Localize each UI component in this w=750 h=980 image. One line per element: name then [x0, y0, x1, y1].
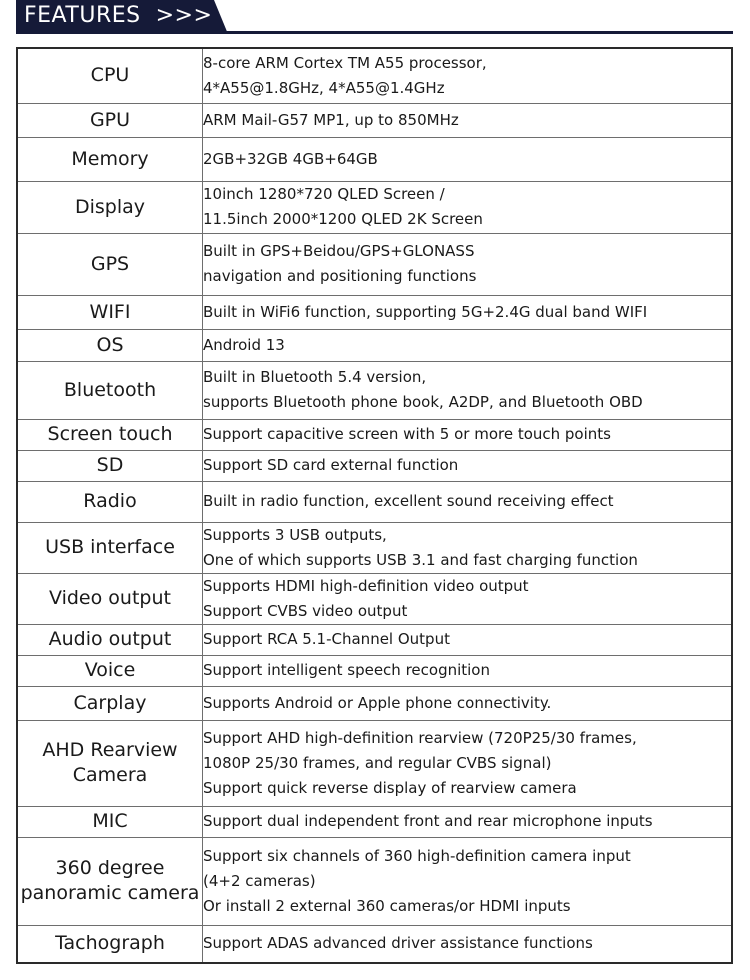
feature-value-line: Built in Bluetooth 5.4 version,	[203, 368, 427, 386]
feature-value	[203, 655, 733, 686]
feature-label-line: Voice	[84, 659, 136, 681]
feature-value	[203, 573, 733, 624]
feature-value-line: Support intelligent speech recognition	[203, 661, 490, 679]
feature-row	[17, 624, 732, 655]
feature-label-line: Radio	[83, 490, 137, 512]
feature-label	[17, 573, 203, 624]
feature-label-line: OS	[96, 333, 124, 356]
feature-value	[203, 137, 733, 181]
feature-row	[17, 522, 732, 573]
feature-label	[17, 925, 203, 963]
feature-label	[17, 450, 203, 481]
feature-value	[203, 720, 733, 806]
feature-label	[17, 419, 203, 450]
feature-label	[17, 806, 203, 837]
feature-label-line: SD	[96, 454, 124, 476]
feature-label-line: MIC	[92, 810, 128, 832]
feature-row	[17, 329, 732, 361]
feature-label	[17, 720, 203, 806]
feature-label-line: Memory	[71, 147, 149, 170]
feature-value	[203, 522, 733, 573]
feature-value-line: Support RCA 5.1-Channel Output	[203, 630, 450, 648]
feature-value	[203, 686, 733, 720]
feature-value-line: Supports 3 USB outputs,	[203, 525, 387, 544]
features-header	[0, 0, 750, 34]
feature-label-line: panoramic camera	[20, 882, 200, 904]
feature-value-line: Or install 2 external 360 cameras/or HDMI inputs	[203, 896, 571, 915]
feature-value-line: 10inch 1280*720 QLED Screen /	[203, 185, 445, 203]
feature-value	[203, 481, 733, 522]
feature-value	[203, 450, 733, 481]
feature-label-line: Audio output	[48, 628, 172, 650]
feature-value-line: Support quick reverse display of rearview camera	[203, 778, 577, 797]
header-divider	[16, 31, 733, 34]
feature-row	[17, 837, 732, 925]
features-table	[16, 47, 733, 964]
feature-value	[203, 181, 733, 233]
feature-value	[203, 806, 733, 837]
feature-value-line: Supports HDMI high-definition video output	[203, 576, 529, 595]
feature-value-line: 1080P 25/30 frames, and regular CVBS signal)	[203, 753, 552, 772]
feature-value-line: Built in GPS+Beidou/GPS+GLONASS	[203, 242, 475, 260]
feature-row	[17, 137, 732, 181]
feature-label	[17, 103, 203, 137]
feature-row	[17, 450, 732, 481]
feature-row	[17, 925, 732, 963]
feature-value	[203, 925, 733, 963]
feature-row	[17, 720, 732, 806]
feature-label-line: Camera	[72, 764, 148, 786]
feature-value-line: Support six channels of 360 high-definition camera input	[203, 846, 631, 865]
feature-label-line: Screen touch	[47, 423, 173, 445]
feature-value-line: Support CVBS video output	[203, 601, 408, 620]
feature-label-line: 360 degree	[55, 857, 165, 879]
feature-value-line: Supports Android or Apple phone connectivity.	[203, 693, 552, 712]
feature-value	[203, 624, 733, 655]
feature-row	[17, 361, 732, 419]
feature-label	[17, 295, 203, 329]
feature-row	[17, 103, 732, 137]
feature-label	[17, 233, 203, 295]
feature-row	[17, 655, 732, 686]
feature-value	[203, 103, 733, 137]
feature-value-line: Support SD card external function	[203, 456, 459, 474]
feature-label	[17, 48, 203, 103]
feature-label-line: Bluetooth	[63, 378, 157, 401]
feature-row	[17, 419, 732, 450]
feature-label-line: Carplay	[73, 691, 147, 714]
feature-label	[17, 522, 203, 573]
feature-row	[17, 295, 732, 329]
feature-row	[17, 233, 732, 295]
feature-value	[203, 233, 733, 295]
feature-value-line: (4+2 cameras)	[203, 871, 316, 890]
feature-label-line: Video output	[49, 587, 171, 609]
feature-value	[203, 329, 733, 361]
feature-value-line: ARM Mail-G57 MP1, up to 850MHz	[203, 110, 459, 129]
feature-row	[17, 481, 732, 522]
features-table-body	[17, 48, 732, 963]
feature-row	[17, 806, 732, 837]
feature-label-line: GPS	[90, 252, 130, 275]
feature-value	[203, 295, 733, 329]
feature-label-line: WIFI	[89, 300, 131, 323]
feature-value-line: 11.5inch 2000*1200 QLED 2K Screen	[203, 210, 483, 228]
feature-value-line: navigation and positioning functions	[203, 267, 477, 285]
feature-label	[17, 837, 203, 925]
feature-value-line: Built in WiFi6 function, supporting 5G+2.4G dual band WIFI	[203, 302, 648, 321]
feature-value	[203, 361, 733, 419]
feature-row	[17, 573, 732, 624]
feature-value	[203, 419, 733, 450]
feature-label	[17, 329, 203, 361]
feature-value-line: Support ADAS advanced driver assistance functions	[203, 934, 593, 953]
feature-label-line: Display	[74, 195, 146, 218]
feature-value-line: supports Bluetooth phone book, A2DP, and Bluetooth OBD	[203, 393, 643, 411]
feature-label	[17, 137, 203, 181]
feature-label	[17, 481, 203, 522]
feature-value-line: Android 13	[203, 335, 285, 354]
feature-value-line: 8-core ARM Cortex TM A55 processor,	[203, 53, 487, 72]
feature-label-line: AHD Rearview	[42, 739, 178, 761]
feature-value-line: Built in radio function, excellent sound receiving effect	[203, 492, 614, 510]
feature-label-line: GPU	[89, 108, 131, 131]
feature-value-line: Support dual independent front and rear microphone inputs	[203, 812, 653, 830]
header-title: FEATURES >>>	[24, 3, 213, 28]
feature-row	[17, 686, 732, 720]
feature-value-line: One of which supports USB 3.1 and fast charging function	[203, 550, 638, 569]
feature-row	[17, 48, 732, 103]
feature-value-line: 2GB+32GB 4GB+64GB	[203, 149, 378, 168]
feature-label	[17, 686, 203, 720]
feature-label-line: Tachograph	[55, 932, 165, 955]
feature-label	[17, 655, 203, 686]
feature-value-line: Support capacitive screen with 5 or more touch points	[203, 425, 611, 443]
feature-label	[17, 361, 203, 419]
feature-value	[203, 48, 733, 103]
feature-label	[17, 181, 203, 233]
feature-value	[203, 837, 733, 925]
feature-value-line: Support AHD high-definition rearview (720P25/30 frames,	[203, 728, 637, 747]
feature-label-line: USB interface	[45, 536, 175, 558]
feature-row	[17, 181, 732, 233]
feature-label	[17, 624, 203, 655]
feature-label-line: CPU	[90, 64, 130, 87]
feature-value-line: 4*A55@1.8GHz, 4*A55@1.4GHz	[203, 78, 445, 97]
